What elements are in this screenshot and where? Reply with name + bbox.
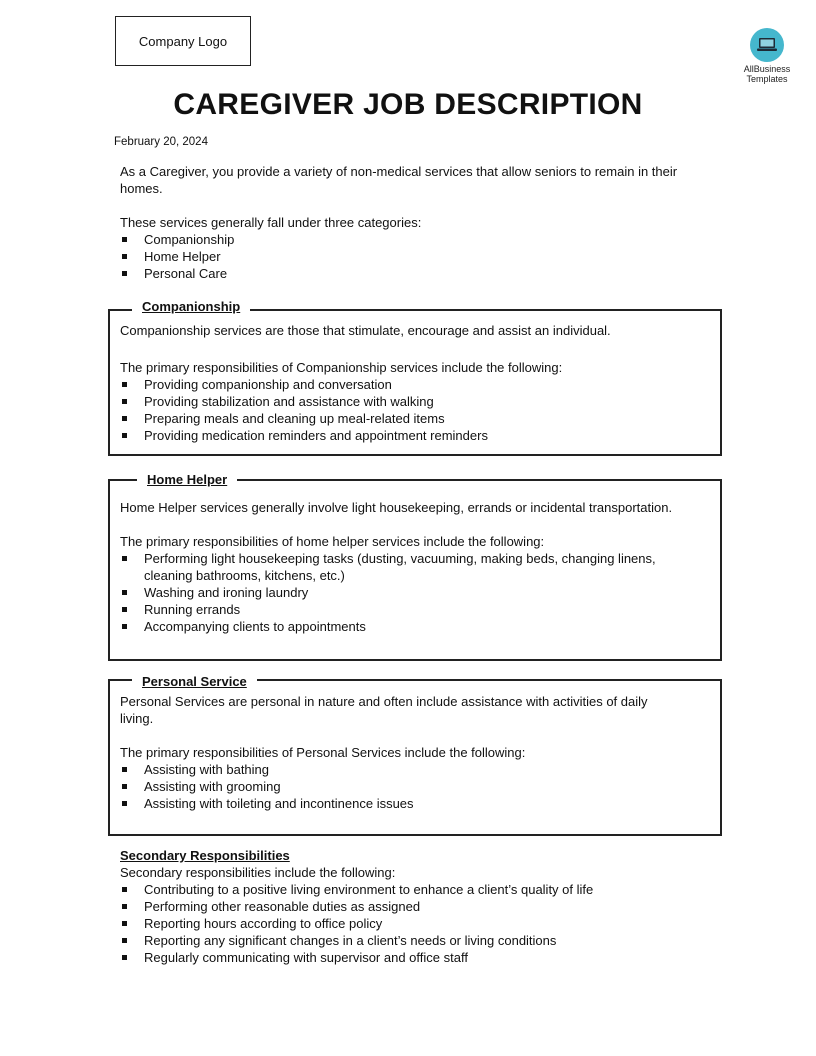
responsibilities-list xyxy=(120,550,680,635)
personal-service-section xyxy=(108,674,722,836)
home-helper-section xyxy=(108,472,722,661)
company-logo-placeholder xyxy=(115,16,251,66)
list-item: Washing and ironing laundry xyxy=(120,584,680,601)
section-paragraph: Home Helper services generally involve light housekeeping, errands or incidental transportation. xyxy=(120,500,673,515)
responsibilities-list xyxy=(120,881,720,966)
list-item: Accompanying clients to appointments xyxy=(120,618,680,635)
section-title: Home Helper xyxy=(137,472,237,488)
secondary-section xyxy=(120,847,720,966)
section-paragraph: Companionship services are those that stimulate, encourage and assist an individual. xyxy=(120,323,611,338)
list-item: Reporting any significant changes in a client’s needs or living conditions xyxy=(120,932,720,949)
list-item: Assisting with toileting and incontinence issues xyxy=(120,795,680,812)
list-item: Providing companionship and conversation xyxy=(120,376,710,393)
list-item: Companionship xyxy=(120,231,710,248)
list-item: Contributing to a positive living environment to enhance a client’s quality of life xyxy=(120,881,720,898)
list-item: Performing other reasonable duties as assigned xyxy=(120,898,720,915)
section-paragraph: Personal Services are personal in nature and often include assistance with activities of daily living. xyxy=(120,694,648,726)
company-logo-text: Company Logo xyxy=(138,33,228,49)
list-item: Regularly communicating with supervisor and office staff xyxy=(120,949,720,966)
brand-name-line2: Templates xyxy=(746,74,788,84)
section-lead: The primary responsibilities of home helper services include the following: xyxy=(120,534,545,549)
responsibilities-list xyxy=(120,761,680,812)
companionship-section xyxy=(108,299,722,456)
list-item: Assisting with grooming xyxy=(120,778,680,795)
list-item: Preparing meals and cleaning up meal-related items xyxy=(120,410,710,427)
page-title: CAREGIVER JOB DESCRIPTION xyxy=(173,88,643,121)
responsibilities-list xyxy=(120,376,710,444)
list-item: Personal Care xyxy=(120,265,710,282)
document-date: February 20, 2024 xyxy=(114,136,208,148)
list-item: Providing stabilization and assistance with walking xyxy=(120,393,710,410)
intro-section xyxy=(120,163,710,282)
list-item: Reporting hours according to office policy xyxy=(120,915,720,932)
section-lead: Secondary responsibilities include the following: xyxy=(120,865,396,880)
list-item: Assisting with bathing xyxy=(120,761,680,778)
intro-paragraph: As a Caregiver, you provide a variety of non-medical services that allow seniors to remain in their homes. xyxy=(120,164,678,196)
categories-lead: These services generally fall under three categories: xyxy=(120,215,422,230)
section-title: Secondary Responsibilities xyxy=(120,848,290,863)
section-lead: The primary responsibilities of Personal Services include the following: xyxy=(120,745,526,760)
list-item: Providing medication reminders and appointment reminders xyxy=(120,427,710,444)
section-title: Personal Service xyxy=(132,674,257,690)
section-title: Companionship xyxy=(132,299,250,315)
brand-name-line1: AllBusiness xyxy=(743,64,791,74)
list-item: Running errands xyxy=(120,601,680,618)
section-lead: The primary responsibilities of Companionship services include the following: xyxy=(120,360,563,375)
brand-logo xyxy=(732,28,802,84)
laptop-icon xyxy=(750,28,784,62)
categories-list xyxy=(120,231,710,282)
list-item: Home Helper xyxy=(120,248,710,265)
list-item: Performing light housekeeping tasks (dusting, vacuuming, making beds, changing linens, cleaning bathrooms, kitchens, etc.) xyxy=(120,550,680,584)
